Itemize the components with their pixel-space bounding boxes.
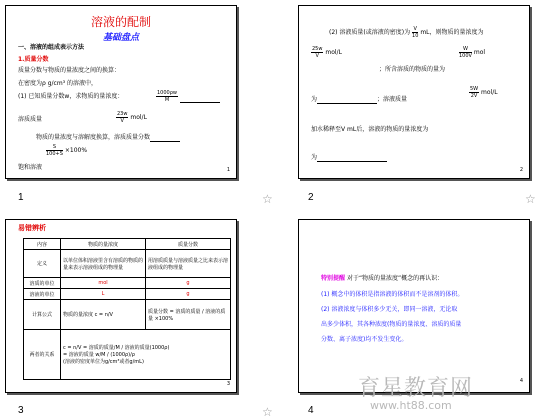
slide-number-label: 1: [18, 192, 24, 203]
star-icon[interactable]: ☆: [262, 192, 273, 206]
slide-title: 溶液的配制: [90, 15, 151, 29]
slide-subtitle: 基础盘点: [102, 33, 139, 43]
table-cell: 质量分数 = 溶质的质量 / 溶液的质量 ×100%: [146, 300, 231, 330]
text-line: (2) 溶液质量(或溶液的密度)为 $\frac{V}{10}$ mL，则物质的量浓度为: [329, 26, 484, 39]
slide-4-thumbnail[interactable]: [298, 219, 530, 393]
slide-3-thumbnail[interactable]: [5, 219, 237, 393]
formula: $\frac{23w}{V}$ mol/L: [117, 111, 147, 124]
text-line: 质量分数与物质的量浓度之间的换算：: [18, 67, 121, 74]
formula: $\frac{25w}{V}$ mol/L: [312, 46, 342, 59]
table-header: 物质的量浓度: [61, 239, 146, 250]
table-cell: 以单位体积溶液里含有溶质的物质的量来表示溶液组成的物理量: [61, 250, 146, 278]
formula: $\frac{5W}{2V}$ mol/L: [470, 86, 498, 99]
slide-2-thumbnail[interactable]: [298, 5, 530, 179]
slide-page-number: 3: [226, 381, 230, 387]
text-line: 出多少体积，其各种浓度(物质的量浓度、溶质的质量: [321, 321, 462, 328]
text-line: ；所含溶质的物质的量为: [379, 66, 446, 73]
slide-page-number: 1: [226, 167, 230, 173]
formula: $\frac{W}{100V}$ mol: [459, 46, 486, 59]
text-line: 物质的量浓度与溶解度换算，溶质质量分数: [36, 134, 180, 142]
slide-page-number: 2: [519, 167, 523, 173]
section-heading: 一、溶液的组成表示方法: [18, 44, 85, 51]
text-line: (2) 溶液浓度与体积多少无关，即同一溶液，无论取: [321, 306, 458, 313]
table-cell: 定义: [24, 250, 61, 278]
comparison-table: [23, 238, 231, 380]
table-cell: L: [61, 289, 146, 300]
table-cell: c = n/V = 溶质的质量/M / 溶液的质量(1000ρ) = 溶液的质量 w/M / (1000ρ)/ρ (溶液的密度单位为g/cm³或者g/mL): [61, 330, 231, 380]
table-cell: g: [146, 278, 231, 289]
text-line: (1) 已知质量分数w，求物质的量浓度：: [18, 93, 124, 100]
slide-header: 易错辨析: [18, 224, 46, 232]
formula: $\frac{1000\rho w}{M}$: [156, 90, 220, 103]
text-line: 为 ；溶液质量: [311, 96, 408, 103]
slide-number-label: 3: [18, 405, 24, 416]
star-icon[interactable]: ☆: [262, 405, 273, 419]
text-line: 为: [311, 154, 387, 162]
label: 溶质质量: [18, 116, 43, 123]
subheading: 1.质量分数: [18, 56, 49, 63]
table-cell: 溶液的单位: [24, 289, 61, 300]
table-cell: g: [146, 289, 231, 300]
watermark-url: www.ht88.com: [370, 399, 452, 412]
text-line: 分数、离子浓度)均不发生变化。: [321, 336, 408, 343]
text-line: 特别提醒 对于“物质的量浓度”概念的再认识：: [321, 275, 444, 282]
table-cell: 计算公式: [24, 300, 61, 330]
slide-page-number: 4: [519, 378, 523, 384]
text-line: 在密度为ρ g/cm³ 的溶液中，: [18, 80, 98, 87]
table-header: 内容: [24, 239, 61, 250]
star-icon[interactable]: ☆: [525, 192, 536, 206]
table-cell: 两者的关系: [24, 330, 61, 380]
watermark: 育星教育网: [358, 376, 474, 401]
text-line: 饱和溶液: [18, 164, 43, 171]
slide-number-label: 2: [308, 192, 314, 203]
table-header: 质量分数: [146, 239, 231, 250]
formula: $\frac{S}{100+S}$ ×100%: [46, 144, 88, 157]
table-cell: 物质的量浓度 c = n/V: [61, 300, 146, 330]
table-cell: mol: [61, 278, 146, 289]
table-cell: 用溶质质量与溶液质量之比来表示溶液组成的物理量: [146, 250, 231, 278]
table-cell: 溶质的单位: [24, 278, 61, 289]
text-line: (1) 概念中的体积是指溶液的体积而不是溶剂的体积。: [321, 291, 464, 298]
text-line: 加水稀释至V mL后，溶液的物质的量浓度为: [311, 126, 429, 133]
slide-number-label: 4: [308, 405, 314, 416]
slide-1-thumbnail[interactable]: [5, 5, 237, 179]
